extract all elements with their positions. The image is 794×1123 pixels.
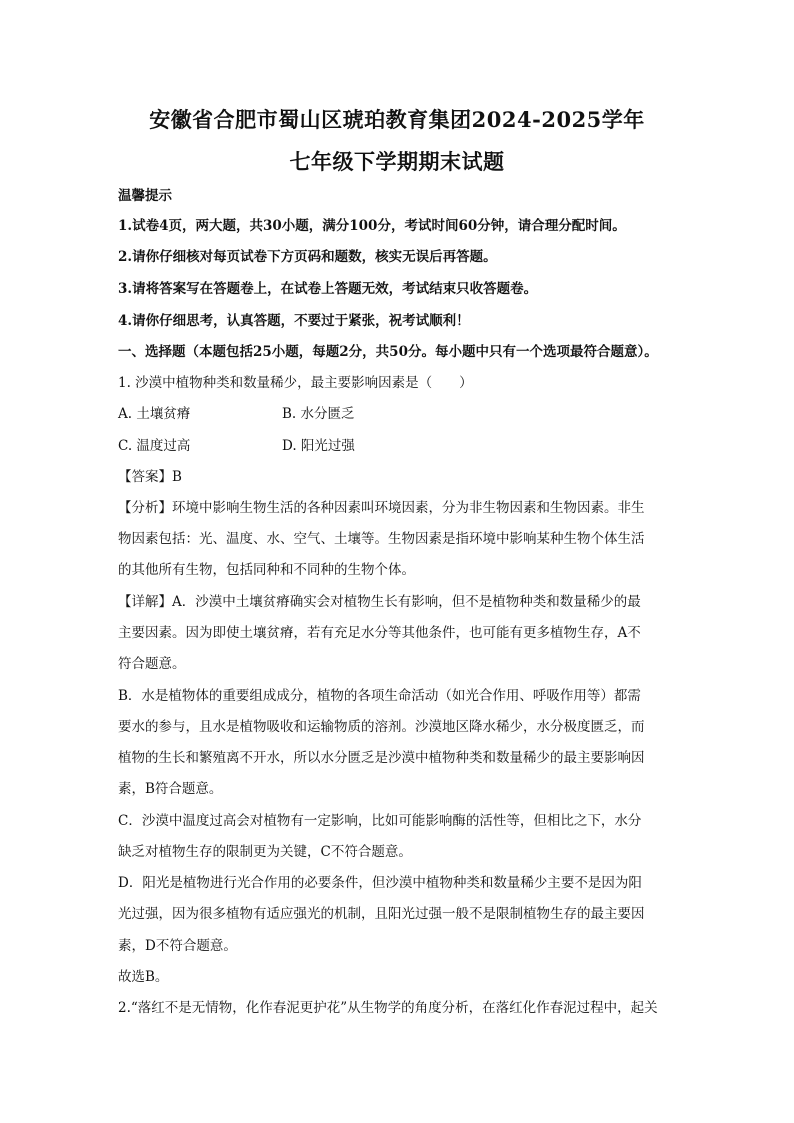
exam-title-line2: 七年级下学期期末试题: [289, 149, 505, 174]
detail-line-4: B．水是植物体的重要组成成分，植物的各项生命活动（如光合作用、呼吸作用等）都需: [118, 688, 641, 704]
detail-line-3: 符合题意。: [118, 656, 186, 672]
detail-line-7: 素，B符合题意。: [118, 781, 223, 797]
detail-line-11: 光过强，因为很多植物有适应强光的机制，且阳光过强一般不是限制植物生存的最主要因: [118, 906, 645, 922]
detail-line-9: 缺乏对植物生存的限制更为关键，C不符合题意。: [118, 844, 412, 860]
detail-line-12: 素，D不符合题意。: [118, 938, 237, 954]
analysis-line-3: 的其他所有生物，包括同种和不同种的生物个体。: [118, 562, 415, 578]
detail-line-10: D．阳光是植物进行光合作用的必要条件，但沙漠中植物种类和数量稀少主要不是因为阳: [118, 875, 642, 891]
question-1-stem: 1. 沙漠中植物种类和数量稀少，最主要影响因素是（ ）: [118, 375, 473, 391]
detail-line-6: 植物的生长和繁殖离不开水，所以水分匮乏是沙漠中植物种类和数量稀少的最主要影响因: [118, 750, 645, 766]
notice-item-2: 2.请你仔细核对每页试卷下方页码和题数，核实无误后再答题。: [118, 249, 497, 265]
detail-line-8: C．沙漠中温度过高会对植物有一定影响，比如可能影响酶的活性等，但相比之下，水分: [118, 813, 642, 829]
question-1-answer: 【答案】B: [118, 469, 182, 485]
question-1-option-a: A. 土壤贫瘠: [118, 406, 191, 422]
question-1-option-b: B. 水分匮乏: [282, 406, 355, 422]
question-2-stem: 2.“落红不是无情物，化作春泥更护花”从生物学的角度分析，在落红化作春泥过程中，起关: [118, 1000, 658, 1016]
question-1-option-d: D. 阳光过强: [282, 438, 355, 454]
notice-heading: 温馨提示: [118, 188, 172, 204]
notice-item-1: 1.试卷4页，两大题，共30小题，满分100分，考试时间60分钟，请合理分配时间。: [118, 218, 626, 234]
detail-line-2: 主要因素。因为即使土壤贫瘠，若有充足水分等其他条件，也可能有更多植物生存，A不: [118, 625, 641, 641]
notice-item-4: 4.请你仔细思考，认真答题，不要过于紧张，祝考试顺利！: [118, 313, 470, 329]
detail-line-5: 要水的参与，且水是植物吸收和运输物质的溶剂。沙漠地区降水稀少，水分极度匮乏，而: [118, 719, 645, 735]
analysis-line-2: 物因素包括：光、温度、水、空气、土壤等。生物因素是指环境中影响某种生物个体生活: [118, 531, 645, 547]
analysis-line-1: 【分析】环境中影响生物生活的各种因素叫环境因素，分为非生物因素和生物因素。非生: [118, 500, 645, 516]
exam-title-line1: 安徽省合肥市蜀山区琥珀教育集团2024-2025学年: [149, 107, 645, 132]
detail-line-13: 故选B。: [118, 969, 169, 985]
notice-item-3: 3.请将答案写在答题卷上，在试卷上答题无效，考试结束只收答题卷。: [118, 281, 538, 297]
detail-line-1: 【详解】A．沙漠中土壤贫瘠确实会对植物生长有影响，但不是植物种类和数量稀少的最: [118, 594, 641, 610]
question-1-option-c: C. 温度过高: [118, 438, 191, 454]
section-heading: 一、选择题（本题包括25小题，每题2分，共50分。每小题中只有一个选项最符合题意）。: [118, 344, 658, 360]
